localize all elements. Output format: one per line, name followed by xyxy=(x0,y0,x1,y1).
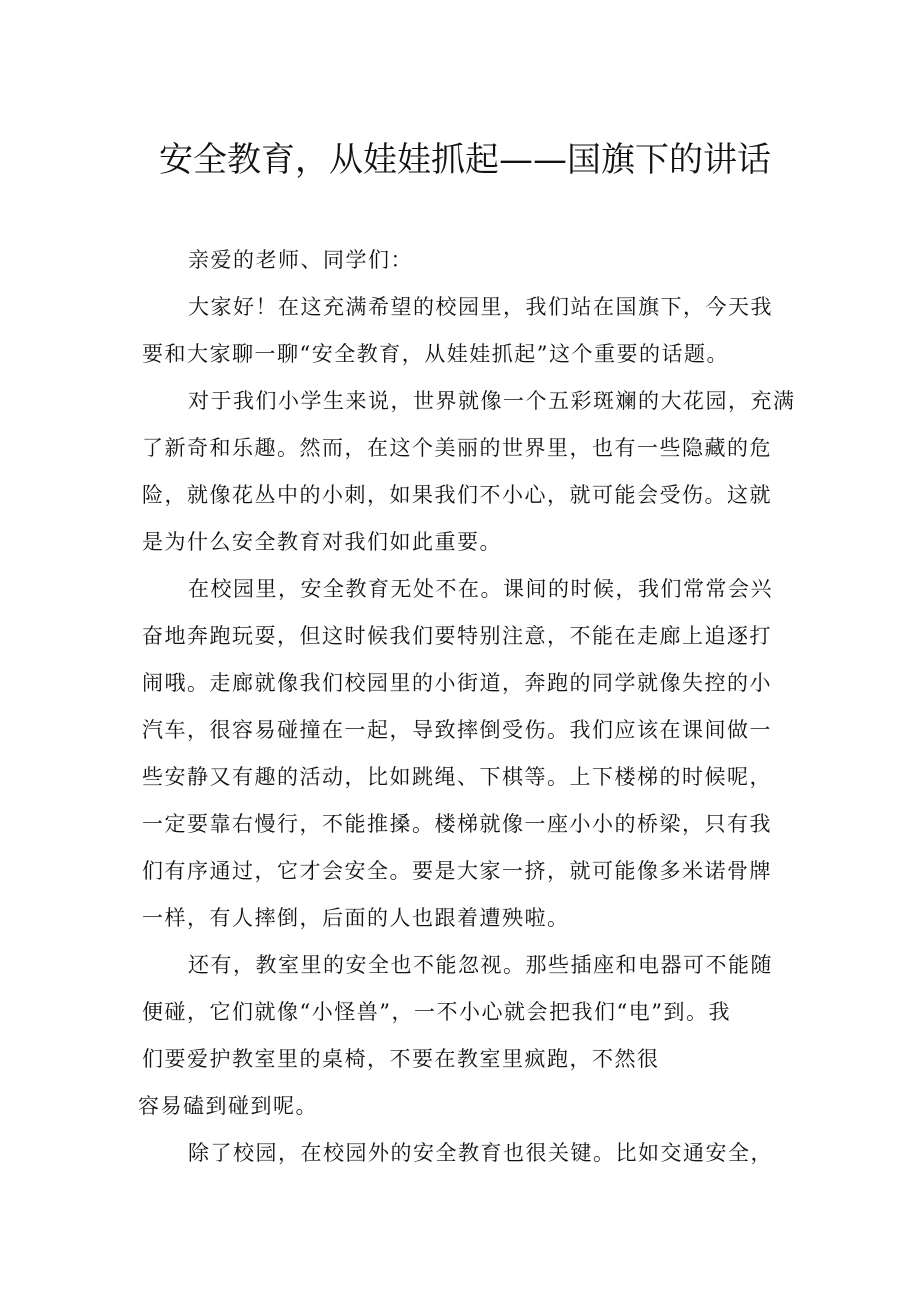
paragraph-line: 要和大家聊一聊“安全教育，从娃娃抓起”这个重要的话题。 xyxy=(142,342,729,366)
paragraph-line: 除了校园，在校园外的安全教育也很关键。比如交通安全， xyxy=(188,1141,773,1165)
paragraph-line: 们要爱护教室里的桌椅，不要在教室里疯跑，不然很 xyxy=(142,1047,660,1071)
paragraph-line: 些安静又有趣的活动，比如跳绳、下棋等。上下楼梯的时候呢， xyxy=(142,765,772,789)
paragraph-line: 一样，有人摔倒，后面的人也跟着遭殃啦。 xyxy=(142,906,570,930)
paragraph-line: 便碰，它们就像“小怪兽”，一不小心就会把我们“电”到。我 xyxy=(142,1000,731,1024)
paragraph-line: 险，就像花丛中的小刺，如果我们不小心，就可能会受伤。这就 xyxy=(142,483,772,507)
paragraph-line: 汽车，很容易碰撞在一起，导致摔倒受伤。我们应该在课间做一 xyxy=(142,718,772,742)
document-title: 安全教育，从娃娃抓起——国旗下的讲话 xyxy=(159,140,771,180)
paragraph-line: 容易磕到碰到呢。 xyxy=(138,1094,318,1118)
paragraph-line: 闹哦。走廊就像我们校园里的小街道，奔跑的同学就像失控的小 xyxy=(142,671,772,695)
paragraph-1 xyxy=(142,284,792,378)
paragraph-4 xyxy=(138,942,792,1130)
paragraph-line: 一定要靠右慢行，不能推搡。楼梯就像一座小小的桥梁，只有我 xyxy=(142,812,772,836)
greeting xyxy=(142,237,792,284)
paragraph-line: 还有，教室里的安全也不能忽视。那些插座和电器可不能随 xyxy=(188,953,773,977)
paragraph-line: 是为什么安全教育对我们如此重要。 xyxy=(142,530,502,554)
paragraph-2 xyxy=(142,378,796,566)
paragraph-line: 们有序通过，它才会安全。要是大家一挤，就可能像多米诺骨牌 xyxy=(142,859,772,883)
paragraph-line: 了新奇和乐趣。然而，在这个美丽的世界里，也有一些隐藏的危 xyxy=(142,436,772,460)
paragraph-line: 大家好！在这充满希望的校园里，我们站在国旗下，今天我 xyxy=(188,295,773,319)
greeting-line: 亲爱的老师、同学们： xyxy=(188,248,413,272)
paragraph-line: 对于我们小学生来说，世界就像一个五彩斑斓的大花园，充满 xyxy=(188,389,796,413)
paragraph-5 xyxy=(142,1130,792,1177)
paragraph-line: 奋地奔跑玩耍，但这时候我们要特别注意，不能在走廊上追逐打 xyxy=(142,624,772,648)
paragraph-line: 在校园里，安全教育无处不在。课间的时候，我们常常会兴 xyxy=(188,577,773,601)
document-body xyxy=(138,237,796,1177)
paragraph-3 xyxy=(142,566,792,942)
